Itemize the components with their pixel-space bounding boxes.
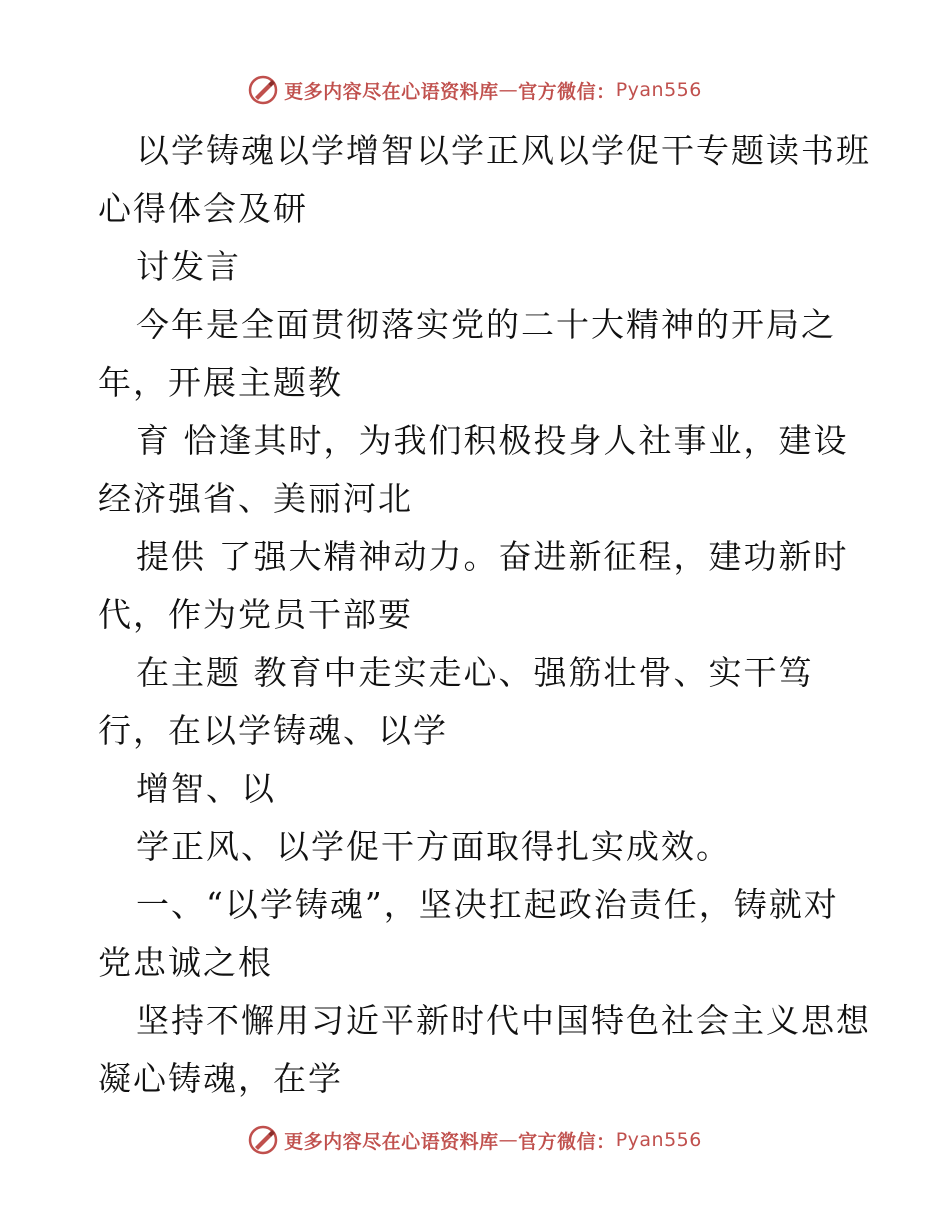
banner-text: 更多内容尽在心语资料库 [284,1130,499,1153]
text-line: 以学铸魂以学增智以学正风以学促干专题读书班 [136,131,871,170]
text-line: 坚持不懈用习近平新时代中国特色社会主义思想 [136,1001,871,1040]
banner-wechat-label: 官方微信： [518,1130,616,1153]
pen-logo-icon [248,75,278,105]
text-line: 年，开展主题教 [98,363,343,402]
text-line: 心得体会及研 [98,189,308,228]
text-line: 讨发言 [136,247,241,286]
header-banner [0,70,950,110]
banner-wechat-label: 官方微信： [518,80,616,103]
banner-separator: — [498,1129,519,1151]
text-line: 今年是全面贯彻落实党的二十大精神的开局之 [136,305,836,344]
text-line: 育 恰逢其时，为我们积极投身人社事业，建设 [136,421,849,460]
text-line: 经济强省、美丽河北 [98,479,413,518]
footer-banner [0,1120,950,1160]
text-line: 增智、以 [136,769,276,808]
text-line: 代，作为党员干部要 [98,595,413,634]
pen-logo-icon [248,1125,278,1155]
text-line: 提供 了强大精神动力。奋进新征程，建功新时 [136,537,849,576]
banner-separator: — [498,79,519,101]
banner-wechat-id: Pyan556 [615,79,702,101]
text-line: 学正风、以学促干方面取得扎实成效。 [136,827,731,866]
document-body [98,122,871,1108]
banner-text: 更多内容尽在心语资料库 [284,80,499,103]
banner-wechat-id: Pyan556 [615,1129,702,1151]
text-line: 行，在以学铸魂、以学 [98,711,448,750]
section-heading: 一、“以学铸魂”，坚决扛起政治责任，铸就对 [136,885,839,924]
section-heading-continued: 党忠诚之根 [98,943,273,982]
text-line: 凝心铸魂，在学 [98,1059,343,1098]
text-line: 在主题 教育中走实走心、强筋壮骨、实干笃 [136,653,814,692]
